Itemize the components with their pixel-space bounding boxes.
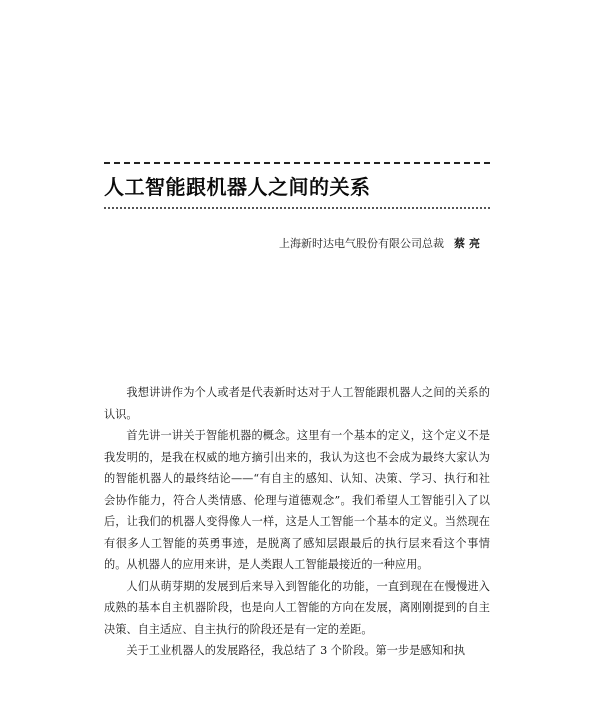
title-bottom-rule [104,207,490,209]
paragraph: 我想讲讲作为个人或者是代表新时达对于人工智能跟机器人之间的关系的认识。 [104,386,490,421]
author-affiliation: 上海新时达电气股份有限公司总裁 [279,237,444,250]
author-name: 蔡亮 [454,237,484,250]
paragraph: 人们从萌芽期的发展到后来导入到智能化的功能，一直到现在在慢慢进入成熟的基本自主机器阶段，也是向人工智能的方向在发展，离刚刚提到的自主决策、自主适应、自主执行的阶段还是有一定的差距。 [104,579,490,636]
paragraph: 关于工业机器人的发展路径，我总结了 3 个阶段。第一步是感知和执 [126,644,466,657]
article-body [104,382,490,662]
paragraph: 首先讲一讲关于智能机器的概念。这里有一个基本的定义，这个定义不是我发明的，是我在权威的地方摘引出来的，我认为这也不会成为最终大家认为的智能机器人的最终结论——“有自主的感知、认知、决策、学习、执行和社会协作能力，符合人类情感、伦理与道德观念”。我们希望人工智能引入了以后，让我们的机器人变得像人一样，这是人工智能一个基本的定义。当然现在有很多人工智能的英勇事迹，是脱离了感知层跟最后的执行层来看这个事情的。从机器人的应用来讲，是人类跟人工智能最接近的一种应用。 [104,429,490,571]
byline [279,235,484,251]
title-top-rule [104,162,490,164]
article-title: 人工智能跟机器人之间的关系 [104,175,371,199]
